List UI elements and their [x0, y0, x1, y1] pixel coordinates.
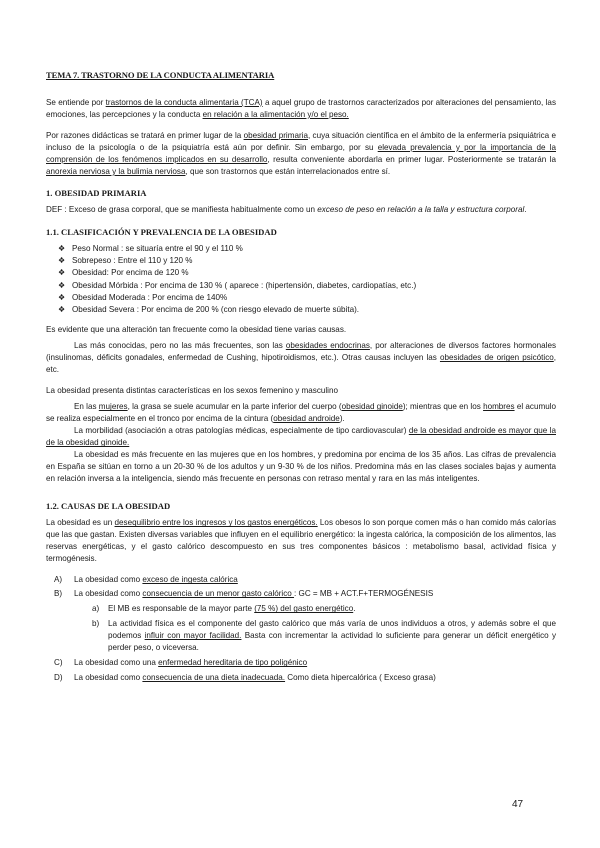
list-item [46, 657, 556, 669]
text: Obesidad Moderada : Por encima de 140% [72, 292, 228, 302]
causes-paragraph [46, 340, 556, 376]
text: Los obesos lo son porque comen más o han comido más calorías que las que gastan. Existen diversas variables que influyen en el equilibrio energético: la ingesta calórica, la composición de los alimentos, las reservas energéticas, y el gasto calórico descompuesto en sus tres componentes básicos : metabolismo basal, actividad física y termogénesis. [46, 518, 557, 564]
diamond-bullet-icon: ❖ [58, 305, 66, 315]
underlined-term: obesidad ginoide [341, 402, 403, 412]
list-marker: b) [92, 619, 100, 629]
underlined-term: anorexia nerviosa y la bulimia nerviosa [46, 167, 186, 176]
text: ); mientras que en los [402, 402, 484, 412]
underlined-term: (75 %) del gasto energético [254, 604, 354, 614]
list-item [58, 267, 556, 279]
diamond-bullet-icon: ❖ [58, 244, 66, 253]
list-marker: A) [54, 575, 63, 585]
text: Obesidad: Por encima de 120 % [72, 268, 189, 278]
causes-intro: Es evidente que una alteración tan frecuente como la obesidad tiene varias causas. [46, 325, 347, 335]
causes-list [46, 574, 556, 684]
list-item [58, 292, 556, 304]
underlined-term: influir con mayor facilidad. [144, 631, 242, 641]
classification-list [46, 243, 556, 316]
underlined-term: consecuencia de una dieta inadecuada. [142, 673, 286, 683]
underlined-term: elevada prevalencia y por la importancia de la comprensión de los fenómenos implicados en su desarrollo [46, 143, 556, 164]
underlined-term: obesidad primaria [243, 131, 308, 140]
text: La obesidad como [74, 589, 143, 599]
text: , por alteraciones de diversos factores hormonales (insulinomas, déficits gonadales, enfermedad de Cushing, hipotiroidismos, etc.). Otras causas incluyen las [46, 341, 557, 363]
sex-intro: La obesidad presenta distintas características en los sexos femenino y masculino [46, 386, 338, 396]
diamond-bullet-icon: ❖ [58, 292, 66, 302]
underlined-term: mujeres [98, 402, 128, 412]
text: La obesidad como [74, 575, 143, 585]
text: DEF : Exceso de grasa corporal, que se manifiesta habitualmente como un [46, 205, 318, 214]
text: Peso Normal : se situaría entre el 90 y el 110 % [72, 244, 243, 253]
section-heading-1: 1. OBESIDAD PRIMARIA [46, 188, 147, 198]
morbidity-paragraph [46, 425, 556, 449]
underlined-term: enfermedad hereditaria de tipo poligénico [158, 658, 308, 668]
text: Obesidad Severa : Por encima de 200 % (con riesgo elevado de muerte súbita). [72, 305, 360, 315]
sub-list-item [46, 603, 556, 615]
text: : GC = MB + ACT.F+TERMOGÉNESIS [294, 589, 434, 599]
text: El MB es responsable de la mayor parte [108, 604, 255, 614]
intro-paragraph-1 [46, 97, 556, 121]
text: a aquel grupo de trastornos caracterizados por alteraciones del pensamiento, las emociones, las percepciones y la conducta [46, 98, 556, 119]
section-heading-1-2: 1.2. CAUSAS DE LA OBESIDAD [46, 501, 171, 512]
text: La obesidad como [74, 673, 143, 683]
text: Como dieta hipercalórica ( Exceso grasa) [285, 673, 436, 683]
text: . [353, 604, 356, 614]
list-marker: C) [54, 658, 63, 668]
text: el acumulo se realiza especialmente en el tronco por encima de la cintura ( [46, 402, 557, 424]
text: La morbilidad (asociación a otras patologías médicas, especialmente de tipo cardiovascular) [74, 426, 409, 436]
sex-paragraph [46, 401, 556, 425]
list-item [58, 280, 556, 292]
underlined-term: consecuencia de un menor gasto calórico [142, 589, 295, 599]
underlined-term: trastornos de la conducta alimentaria (TCA) [105, 98, 263, 107]
underlined-term: exceso de ingesta calórica [142, 575, 238, 585]
text: , la grasa se suele acumular en la parte inferior del cuerpo ( [127, 402, 342, 412]
sub-list-item [46, 618, 556, 654]
diamond-bullet-icon: ❖ [58, 280, 66, 290]
text: La obesidad como una [74, 658, 159, 668]
text: Obesidad Mórbida : Por encima de 130 % ( aparece : (hipertensión, diabetes, cardiopatías, etc.) [72, 280, 417, 290]
document-page [46, 70, 556, 684]
underlined-term: obesidad androide [273, 414, 340, 424]
list-item [46, 672, 556, 684]
list-marker: D) [54, 673, 63, 683]
underlined-term: en relación a la alimentación y/o el peso. [202, 110, 349, 119]
page-number: 47 [512, 799, 524, 810]
list-item [58, 243, 556, 255]
underlined-term: de la obesidad androide es mayor que la de la obesidad ginoide. [46, 426, 556, 448]
prevalence-paragraph: La obesidad es más frecuente en las mujeres que en los hombres, y predomina por encima de los 35 años. Las cifras de prevalencia en España se sitúan en torno a un 20-30 % de los adultos y un 9-30 % de los niños. Predomina más en las clases sociales bajas y aumenta en relación inversa a la inteligencia, siendo más frecuente en personas con retraso mental y rara en las más inteligentes. [46, 450, 556, 484]
text: , etc. [46, 353, 557, 375]
list-marker: B) [54, 589, 63, 599]
intro-paragraph-2 [46, 130, 556, 178]
definition-paragraph [46, 204, 556, 216]
underlined-term: hombres [483, 402, 515, 412]
text: , que son trastornos que están interrelacionados entre sí. [185, 167, 391, 176]
causes-obesity-paragraph [46, 517, 556, 565]
text: Basta con incrementar la actividad lo suficiente para generar un déficit energético y perder peso, o viceversa. [108, 631, 556, 653]
underlined-term: obesidades de origen psicótico [439, 353, 554, 363]
text: Por razones didácticas se tratará en primer lugar de la [46, 131, 244, 140]
text: La obesidad es un [46, 518, 115, 528]
page-title: TEMA 7. TRASTORNO DE LA CONDUCTA ALIMENTARIA [46, 70, 275, 80]
text: , resulta conveniente abordarla en primer lugar. Posteriormente se tratarán la [267, 155, 556, 164]
list-item [58, 255, 556, 267]
underlined-term: desequilibrio entre los ingresos y los gastos energéticos. [114, 518, 318, 528]
list-item [46, 588, 556, 600]
list-marker: a) [92, 604, 100, 614]
text: , cuya situación científica en el ámbito de la enfermería psiquiátrica e incluso de la psicología o de la psiquiatría está aún por definir. Sin embargo, por su [46, 131, 556, 152]
text: Las más conocidas, pero no las más frecuentes, son las [74, 341, 286, 351]
section-heading-1-1: 1.1. CLASIFICACIÓN Y PREVALENCIA DE LA OBESIDAD [46, 227, 277, 237]
list-item [58, 304, 556, 316]
text: La actividad física es el componente del gasto calórico que más varía de unos individuos a otros, y además sobre el que podemos [108, 619, 556, 641]
diamond-bullet-icon: ❖ [58, 268, 66, 278]
text: . [524, 205, 527, 214]
italic-term: exceso de peso en relación a la talla y estructura corporal [317, 205, 525, 214]
text: Sobrepeso : Entre el 110 y 120 % [72, 256, 193, 266]
diamond-bullet-icon: ❖ [58, 256, 66, 266]
text: Se entiende por [46, 98, 106, 107]
underlined-term: obesidades endocrinas [285, 341, 370, 351]
text: En las [74, 402, 99, 412]
text: ). [339, 414, 345, 424]
list-item [46, 574, 556, 586]
